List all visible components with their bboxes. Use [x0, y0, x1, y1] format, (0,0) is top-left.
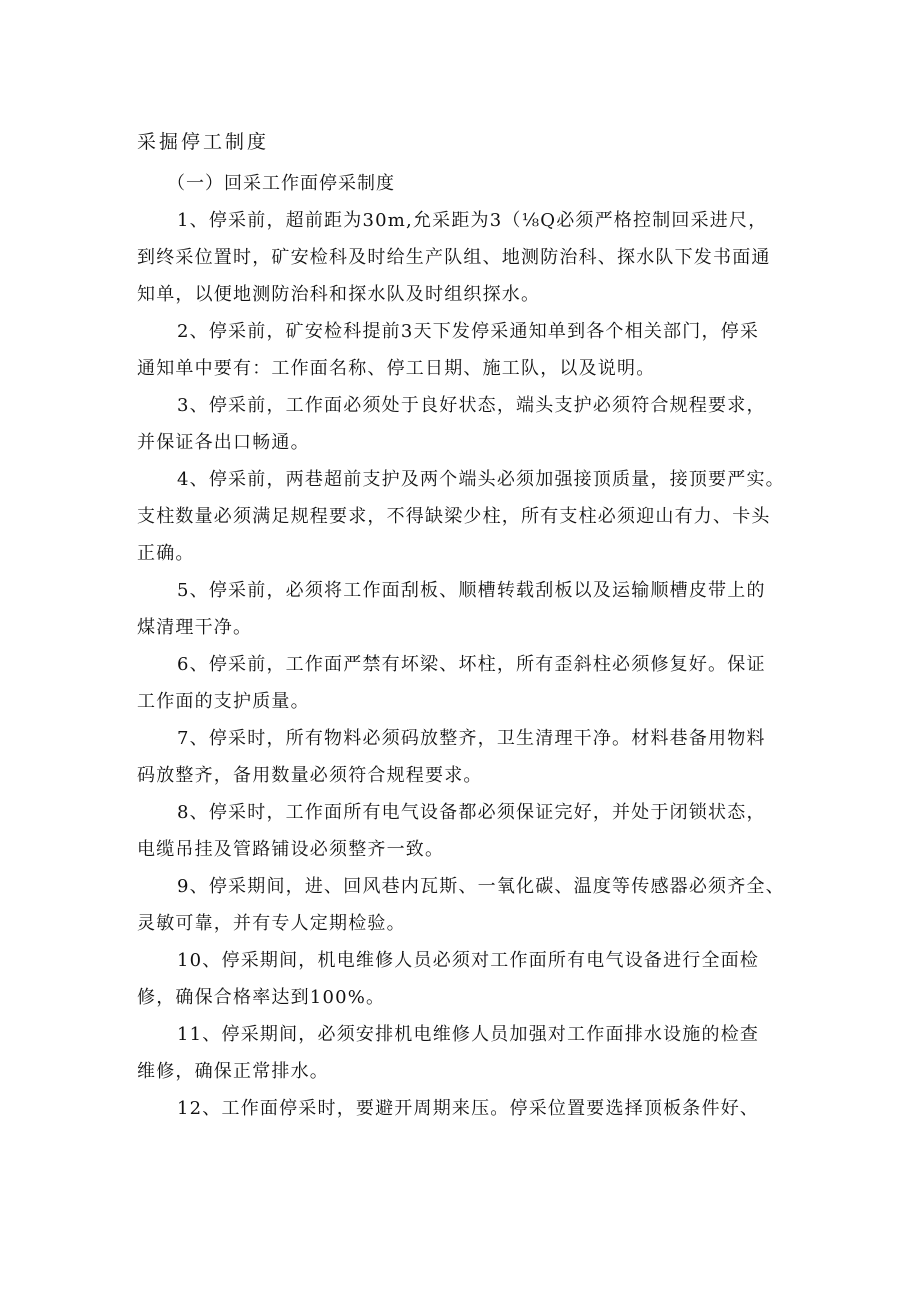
section-heading: （一）回采工作面停采制度	[167, 173, 395, 194]
clause-1	[137, 207, 797, 318]
clause-line: 电缆吊挂及管路铺设必须整齐一致。	[137, 839, 445, 860]
clause-10	[137, 947, 797, 1021]
clause-line: 灵敏可靠，并有专人定期检验。	[137, 913, 406, 934]
clause-line: 修，确保合格率达到100%。	[137, 987, 386, 1008]
clause-5	[137, 577, 797, 651]
clause-line: 11、停采期间，必须安排机电维修人员加强对工作面排水设施的检查	[177, 1024, 760, 1045]
clause-3	[137, 392, 797, 466]
clause-list	[137, 207, 797, 1132]
clause-12	[137, 1095, 797, 1132]
clause-line: 3、停采前，工作面必须处于良好状态，端头支护必须符合规程要求，	[177, 395, 766, 416]
clause-line: 12、工作面停采时，要避开周期来压。停采位置要选择顶板条件好、	[177, 1098, 760, 1119]
clause-line: 到终采位置时，矿安检科及时给生产队组、地测防治科、探水队下发书面通	[137, 247, 771, 268]
clause-line: 工作面的支护质量。	[137, 691, 310, 712]
clause-line: 维修，确保正常排水。	[137, 1061, 329, 1082]
document-title: 采掘停工制度	[137, 131, 270, 153]
clause-11	[137, 1021, 797, 1095]
clause-line: 1、停采前，超前距为30m,允采距为3（⅛Q必须严格控制回采进尺，	[177, 210, 768, 231]
clause-7	[137, 725, 797, 799]
clause-line: 码放整齐，备用数量必须符合规程要求。	[137, 765, 483, 786]
clause-8	[137, 799, 797, 873]
clause-line: 9、停采期间，进、回风巷内瓦斯、一氧化碳、温度等传感器必须齐全、	[177, 876, 785, 897]
clause-line: 7、停采时，所有物料必须码放整齐，卫生清理干净。材料巷备用物料	[177, 728, 766, 749]
clause-line: 正确。	[137, 543, 195, 564]
clause-4	[137, 466, 797, 577]
clause-line: 4、停采前，两巷超前支护及两个端头必须加强接顶质量，接顶要严实。	[177, 469, 785, 490]
clause-line: 2、停采前，矿安检科提前3天下发停采通知单到各个相关部门，停采	[177, 321, 760, 342]
clause-6	[137, 651, 797, 725]
clause-line: 5、停采前，必须将工作面刮板、顺槽转载刮板以及运输顺槽皮带上的	[177, 580, 766, 601]
clause-line: 10、停采期间，机电维修人员必须对工作面所有电气设备进行全面检	[177, 950, 760, 971]
clause-line: 6、停采前，工作面严禁有坏梁、坏柱，所有歪斜柱必须修复好。保证	[177, 654, 766, 675]
clause-2	[137, 318, 797, 392]
clause-9	[137, 873, 797, 947]
clause-line: 煤清理干净。	[137, 617, 253, 638]
clause-line: 并保证各出口畅通。	[137, 432, 310, 453]
clause-line: 通知单中要有：工作面名称、停工日期、施工队，以及说明。	[137, 358, 656, 379]
clause-line: 知单，以便地测防治科和探水队及时组织探水。	[137, 284, 541, 305]
clause-line: 支柱数量必须满足规程要求，不得缺梁少柱，所有支柱必须迎山有力、卡头	[137, 506, 771, 527]
clause-line: 8、停采时，工作面所有电气设备都必须保证完好，并处于闭锁状态，	[177, 802, 766, 823]
